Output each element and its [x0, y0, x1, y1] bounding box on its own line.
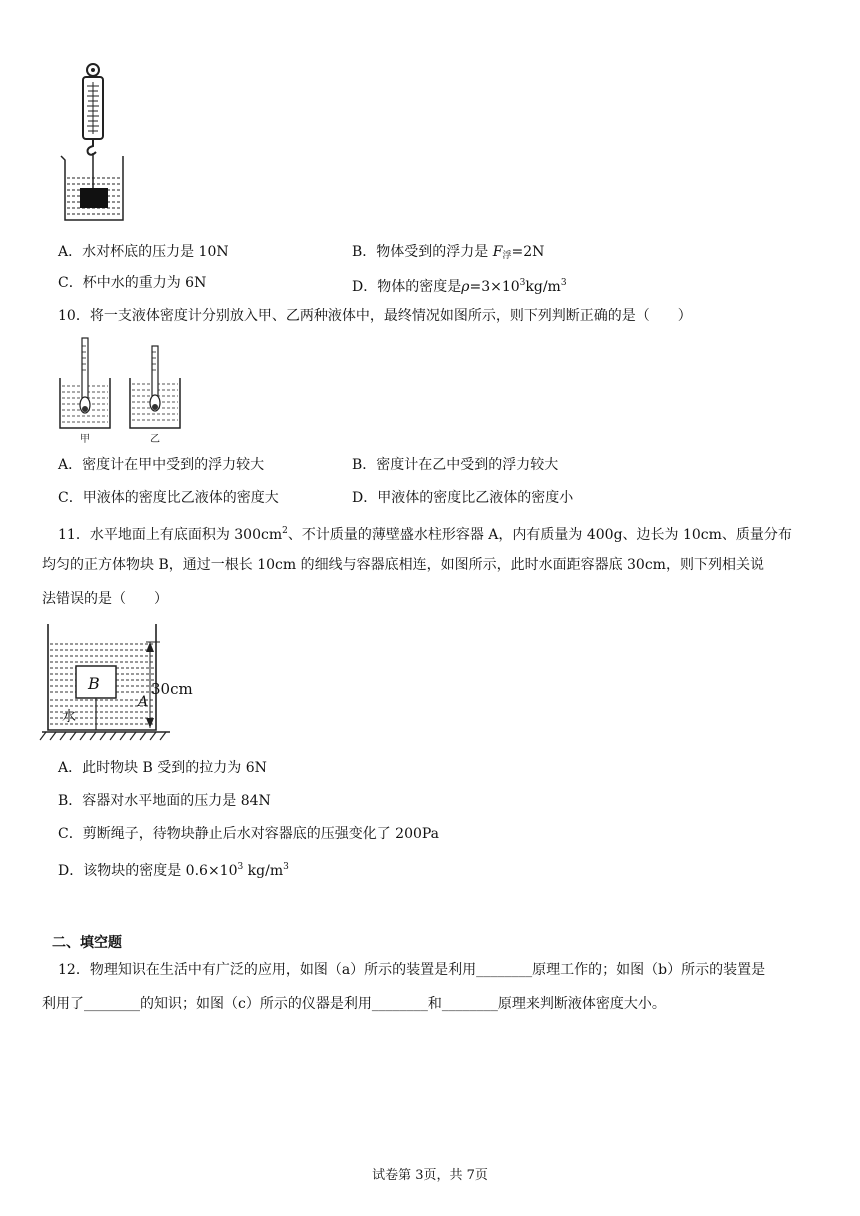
- spring-scale-beaker-figure: [55, 60, 135, 225]
- q11-stem-line1-b: 、不计质量的薄壁盛水柱形容器 A，内有质量为 400g、边长为 10cm、质量分布: [287, 527, 792, 543]
- q9-option-d-mid: =3×10: [469, 279, 520, 295]
- page-footer: 试卷第 3页，共 7页: [372, 1168, 488, 1183]
- q11-option-d-prefix: D．该物块的密度是 0.6×10: [58, 863, 238, 879]
- q10-option-b[interactable]: B．密度计在乙中受到的浮力较大: [352, 457, 559, 473]
- q11-stem-line2: 均匀的正方体物块 B，通过一根长 10cm 的细线与容器底相连，如图所示，此时水面距容器底 30cm，则下列相关说: [42, 557, 764, 573]
- q9-option-d-prefix: D．物体的密度是: [352, 279, 462, 295]
- q10-option-a[interactable]: A．密度计在甲中受到的浮力较大: [58, 457, 265, 473]
- q9-option-c[interactable]: C．杯中水的重力为 6N: [58, 275, 207, 291]
- q11-option-d-unit: kg/m: [243, 863, 284, 879]
- figure-container-label: A: [138, 694, 149, 710]
- q9-option-b-suffix: =2N: [511, 244, 545, 260]
- q11-option-a[interactable]: A．此时物块 B 受到的拉力为 6N: [58, 760, 267, 776]
- figure-block-label: B: [88, 674, 100, 693]
- q11-option-d-unit-sup: 3: [283, 862, 289, 872]
- hydrometer-figure: [58, 336, 198, 446]
- q9-option-d-var: ρ: [461, 279, 470, 295]
- q11-option-d-sup: 3: [237, 862, 244, 872]
- figure-water-label: 水: [62, 709, 76, 725]
- hydrometer-label-yi: 乙: [150, 434, 160, 445]
- q9-option-d-unit-sup: 3: [560, 278, 567, 288]
- q10-stem: 10．将一支液体密度计分别放入甲、乙两种液体中，最终情况如图所示，则下列判断正确的是（ ）: [58, 308, 692, 324]
- q9-option-b-sub: 浮: [502, 251, 512, 261]
- q12-line2: 利用了________的知识；如图（c）所示的仪器是利用________和________原理来判断液体密度大小。: [42, 996, 666, 1012]
- q9-option-d-sup: 3: [519, 278, 526, 288]
- q11-stem-line1-sup: 2: [282, 526, 288, 536]
- q9-option-a[interactable]: A．水对杯底的压力是 10N: [58, 244, 229, 260]
- figure-height-label: 30cm: [151, 680, 193, 698]
- q11-stem-line1-a: 11．水平地面上有底面积为 300cm: [58, 527, 283, 543]
- section-heading-fill-in: 二、填空题: [52, 935, 122, 951]
- q9-option-b-var: F: [492, 244, 503, 260]
- q9-option-b-prefix: B．物体受到的浮力是: [352, 244, 493, 260]
- q11-option-b[interactable]: B．容器对水平地面的压力是 84N: [58, 793, 271, 809]
- q12-line1: 12．物理知识在生活中有广泛的应用，如图（a）所示的装置是利用________原理工作的；如图（b）所示的装置是: [58, 962, 766, 978]
- q9-option-b[interactable]: [352, 242, 544, 266]
- q9-option-d[interactable]: [352, 273, 567, 297]
- q9-option-d-unit: kg/m: [525, 279, 561, 295]
- q10-option-c[interactable]: C．甲液体的密度比乙液体的密度大: [58, 490, 279, 506]
- q10-option-d[interactable]: D．甲液体的密度比乙液体的密度小: [352, 490, 574, 506]
- q11-option-c[interactable]: C．剪断绳子，待物块静止后水对容器底的压强变化了 200Pa: [58, 826, 440, 842]
- q11-option-d[interactable]: [58, 857, 289, 881]
- hydrometer-label-jia: 甲: [80, 434, 90, 445]
- q11-stem-line3: 法错误的是（ ）: [42, 591, 168, 607]
- q11-stem-line1: [58, 521, 792, 545]
